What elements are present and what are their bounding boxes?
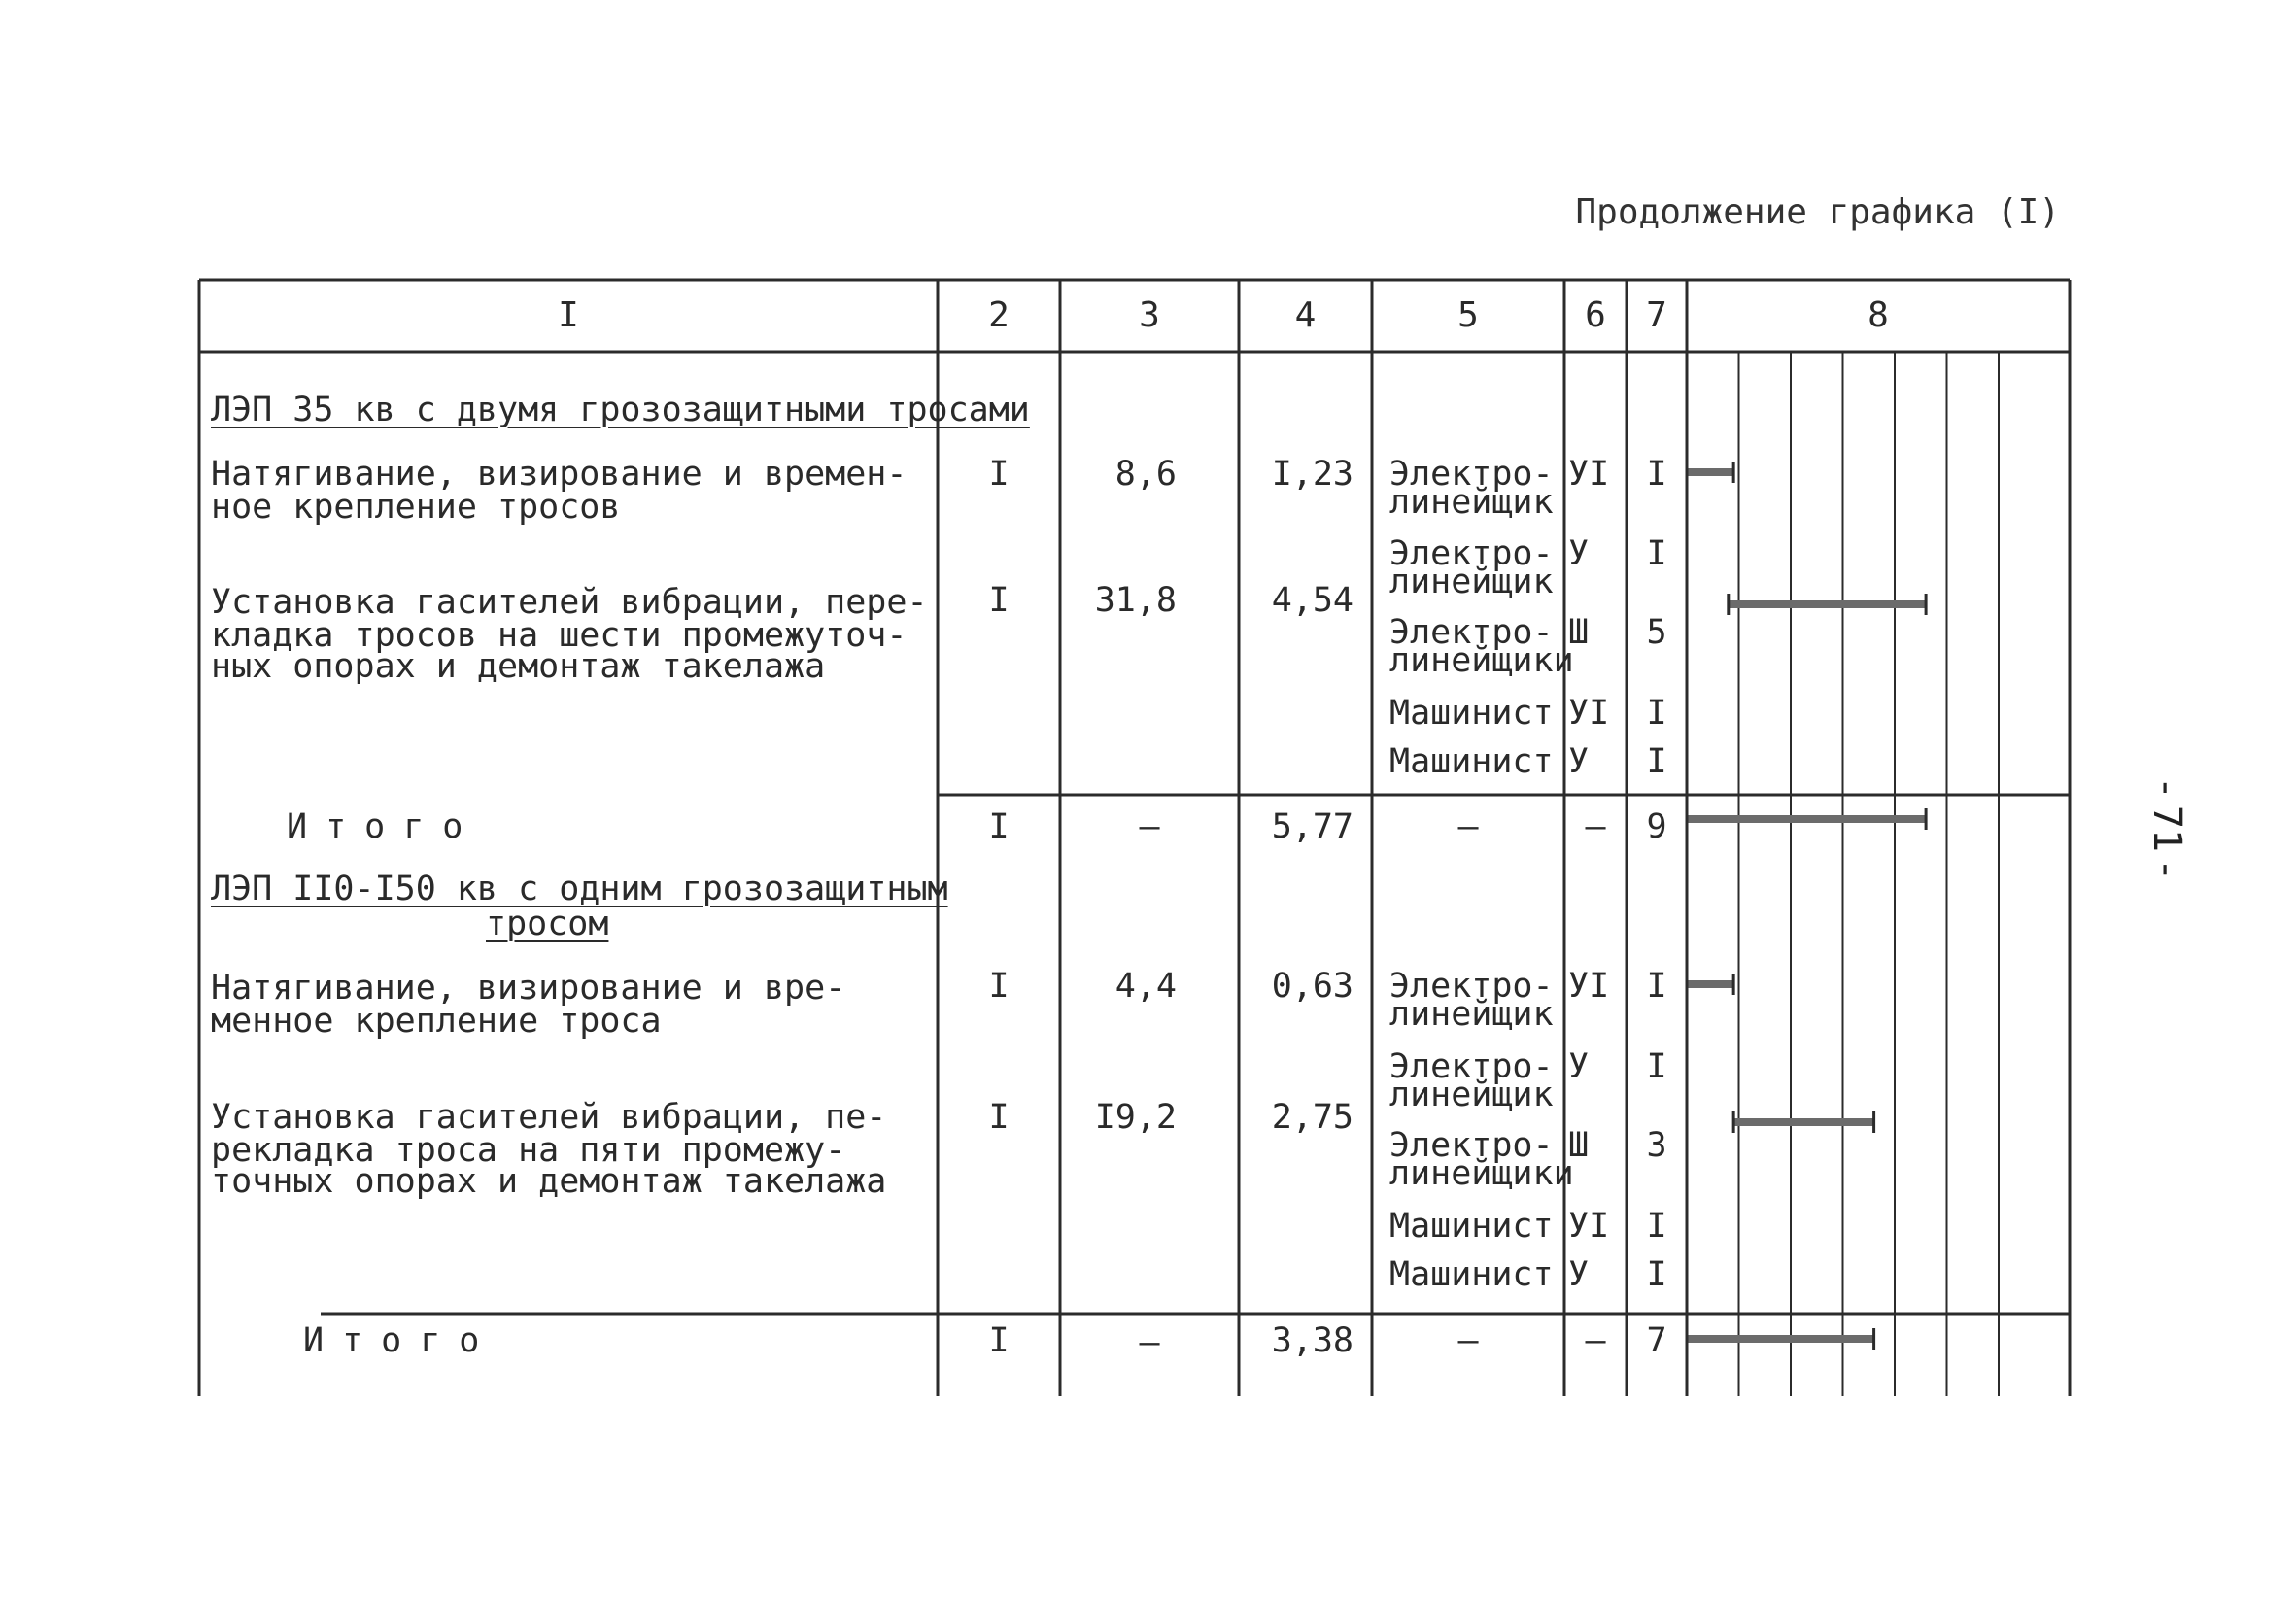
s2-total-col2: I	[988, 1321, 1010, 1360]
s2-op1-line-2: менное крепление троса	[211, 1002, 662, 1041]
s1-op1-crew1-prof-1: Электро-	[1389, 455, 1554, 494]
header-col-8: 8	[1868, 295, 1889, 335]
s2-op2-crew3-grade: УI	[1568, 1207, 1610, 1246]
s1-op1-line-2: ное крепление тросов	[211, 488, 621, 527]
s1-op2-crew4-prof: Машинист	[1389, 742, 1554, 781]
s1-op2-crew4-grade: У	[1568, 742, 1590, 781]
s1-op1-line-1: Натягивание, визирование и времен-	[211, 455, 908, 494]
table-caption: Продолжение графика (I)	[1575, 192, 2060, 232]
s2-op2-col2: I	[988, 1098, 1010, 1137]
s2-op2-crew1-grade: У	[1568, 1047, 1590, 1086]
s2-op2-crew2-prof-2: линейщики	[1389, 1154, 1574, 1193]
s2-op2-crew2-grade: Ш	[1568, 1126, 1590, 1165]
s2-op1-crew1-prof-2: линейщик	[1389, 995, 1554, 1034]
s1-op2-crew3-prof: Машинист	[1389, 694, 1554, 733]
s1-total-gantt-bar	[1687, 808, 1926, 830]
s2-total-col6: –	[1585, 1321, 1606, 1360]
s1-total-col2: I	[988, 807, 1010, 846]
s1-op2-crew1-count: I	[1646, 534, 1667, 573]
s1-op1-crew1-prof-2: линейщик	[1389, 483, 1554, 522]
header-col-1: I	[558, 295, 579, 335]
s1-op1-crew1-grade: УI	[1568, 455, 1610, 494]
s1-total-col3: –	[1139, 807, 1160, 846]
s2-op2-col3: I9,2	[1094, 1098, 1177, 1137]
s1-op2-crew3-count: I	[1646, 694, 1667, 733]
s1-op1-gantt-bar	[1687, 462, 1733, 483]
s1-op2-col4: 4,54	[1271, 581, 1354, 620]
s2-op1-crew1-grade: УI	[1568, 967, 1610, 1006]
s1-total-col7: 9	[1646, 807, 1667, 846]
s1-op2-crew4-count: I	[1646, 742, 1667, 781]
header-col-2: 2	[988, 295, 1010, 335]
s2-op2-line-2: рекладка троса на пяти промежу-	[211, 1131, 846, 1170]
section-1-title: ЛЭП 35 кв с двумя грозозащитными тросами	[211, 391, 1030, 429]
s1-op2-crew1-prof-1: Электро-	[1389, 534, 1554, 573]
header-col-7: 7	[1646, 295, 1667, 335]
s1-op2-gantt-bar	[1729, 594, 1926, 615]
s2-op2-crew3-prof: Машинист	[1389, 1207, 1554, 1246]
s2-op2-crew1-count: I	[1646, 1047, 1667, 1086]
s1-op2-crew2-prof-2: линейщики	[1389, 641, 1574, 680]
s1-total-col5: –	[1457, 807, 1479, 846]
s1-op2-col3: 31,8	[1094, 581, 1177, 620]
s1-op2-col2: I	[988, 581, 1010, 620]
section-2-title-line-1: ЛЭП II0-I50 кв с одним грозозащитным	[211, 870, 948, 908]
page-number-dash-right: -	[2144, 858, 2189, 882]
s2-total-col5: –	[1457, 1321, 1479, 1360]
section-2-title-line-2: тросом	[486, 905, 609, 943]
header-col-5: 5	[1457, 295, 1479, 335]
s1-op2-crew2-grade: Ш	[1568, 613, 1590, 652]
s2-total-gantt-bar	[1687, 1328, 1874, 1350]
s2-total-col3: –	[1139, 1323, 1160, 1362]
s1-op2-gantt-bar-body	[1729, 600, 1926, 608]
s2-op2-line-1: Установка гасителей вибрации, пе-	[211, 1098, 887, 1137]
s1-op2-line-2: кладка тросов на шести промежуточ-	[211, 616, 908, 655]
s2-op2-crew4-prof: Машинист	[1389, 1255, 1554, 1294]
s2-op2-line-3: точных опорах и демонтаж такелажа	[211, 1162, 887, 1201]
s1-op2-crew2-count: 5	[1646, 613, 1667, 652]
s1-op2-line-1: Установка гасителей вибрации, пере-	[211, 583, 928, 622]
s2-op1-crew1-count: I	[1646, 967, 1667, 1006]
s1-total-col6: –	[1585, 807, 1606, 846]
s2-op1-line-1: Натягивание, визирование и вре-	[211, 969, 846, 1008]
s1-op1-crew1-count: I	[1646, 455, 1667, 494]
s2-total-col7: 7	[1646, 1321, 1667, 1360]
s1-op1-col3: 8,6	[1114, 455, 1177, 494]
s2-total-label: Итого	[303, 1321, 498, 1360]
s1-op2-line-3: ных опорах и демонтаж такелажа	[211, 647, 826, 686]
s2-op2-crew1-prof-2: линейщик	[1389, 1076, 1554, 1114]
s2-op1-gantt-bar	[1687, 974, 1733, 995]
s1-op1-col2: I	[988, 455, 1010, 494]
header-col-3: 3	[1139, 295, 1160, 335]
header-col-6: 6	[1585, 295, 1606, 335]
s2-op2-col4: 2,75	[1271, 1098, 1354, 1137]
s2-op2-crew4-count: I	[1646, 1255, 1667, 1294]
s1-total-col4: 5,77	[1271, 807, 1354, 846]
s2-op1-crew1-prof-1: Электро-	[1389, 967, 1554, 1006]
header-col-4: 4	[1294, 295, 1317, 335]
s2-total-col4: 3,38	[1271, 1321, 1354, 1360]
s1-op1-gantt-bar-body	[1687, 468, 1733, 476]
page-number-dash-left: -	[2144, 775, 2189, 800]
s1-op1-col4: I,23	[1271, 455, 1354, 494]
s1-total-gantt-bar-body	[1687, 815, 1926, 823]
s2-op2-crew1-prof-1: Электро-	[1389, 1047, 1554, 1086]
s2-op2-crew3-count: I	[1646, 1207, 1667, 1246]
s2-op2-crew2-count: 3	[1646, 1126, 1667, 1165]
s2-op2-gantt-bar-body	[1733, 1118, 1873, 1126]
s1-op2-crew1-grade: У	[1568, 534, 1590, 573]
s2-op2-crew4-grade: У	[1568, 1255, 1590, 1294]
s2-op1-col4: 0,63	[1271, 967, 1354, 1006]
s2-op2-gantt-bar	[1733, 1111, 1873, 1133]
s1-op2-crew1-prof-2: линейщик	[1389, 563, 1554, 601]
s2-op1-col3: 4,4	[1114, 967, 1177, 1006]
page-number-value: 71	[2144, 804, 2189, 853]
s2-op2-crew2-prof-1: Электро-	[1389, 1126, 1554, 1165]
s2-total-gantt-bar-body	[1687, 1335, 1874, 1343]
s1-op2-crew2-prof-1: Электро-	[1389, 613, 1554, 652]
s2-op1-col2: I	[988, 967, 1010, 1006]
s1-total-label: Итого	[287, 807, 482, 846]
s1-op2-crew3-grade: УI	[1568, 694, 1610, 733]
s2-op1-gantt-bar-body	[1687, 980, 1733, 988]
